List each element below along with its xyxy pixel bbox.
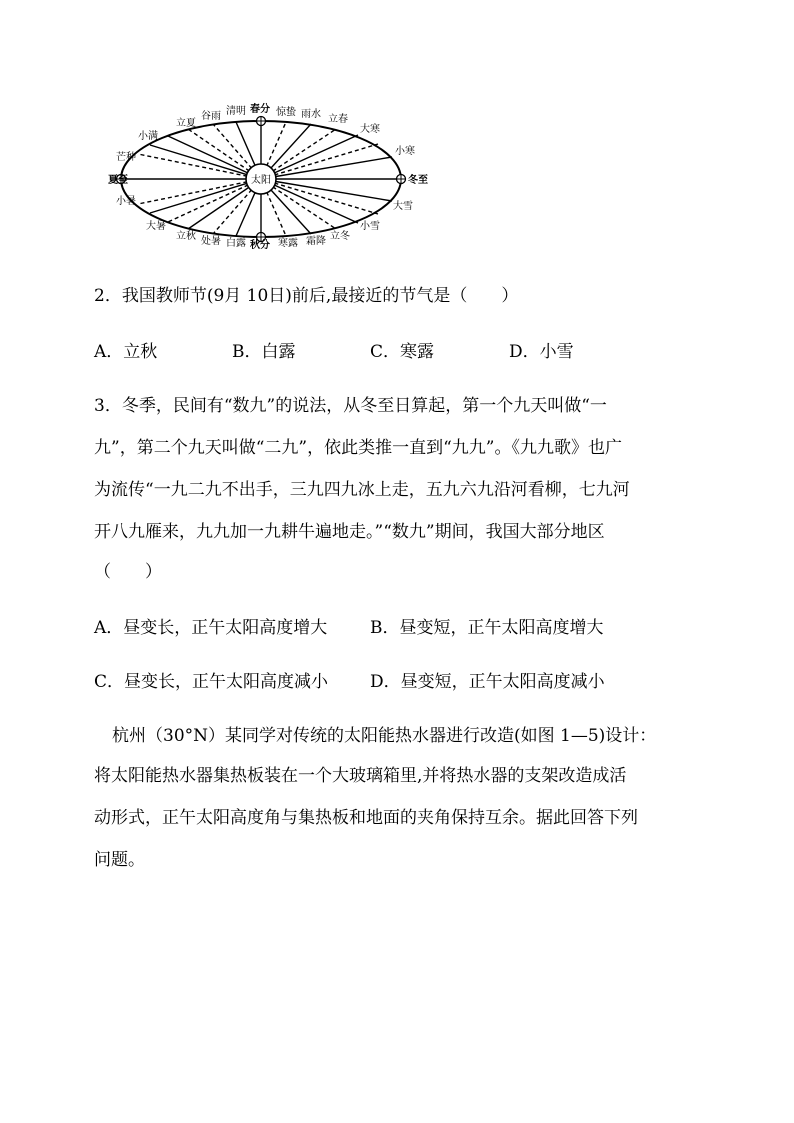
question-3-line-2: 九”，第二个九天叫做“二九”，依此类推一直到“九九”。《九九歌》也广 bbox=[94, 438, 622, 458]
term-hanlu: 寒露 bbox=[278, 238, 298, 249]
term-shuangjiang: 霜降 bbox=[306, 236, 326, 247]
term-xiaoshu: 小暑 bbox=[116, 196, 136, 207]
q3-option-b: B．昼变短，正午太阳高度增大 bbox=[370, 618, 604, 638]
q2-option-d: D．小雪 bbox=[509, 342, 574, 362]
q3-option-c: C．昼变长，正午太阳高度减小 bbox=[94, 672, 329, 692]
intro-line-2: 将太阳能热水器集热板装在一个大玻璃箱里,并将热水器的支架改造成活 bbox=[94, 766, 627, 786]
solar-terms-diagram bbox=[108, 102, 438, 252]
term-liqiu: 立秋 bbox=[176, 231, 196, 242]
q2-option-a: A．立秋 bbox=[94, 342, 158, 362]
intro-line-1: 杭州（30°N）某同学对传统的太阳能热水器进行改造(如图 1—5)设计： bbox=[112, 726, 657, 746]
question-3-line-5: （ ） bbox=[94, 562, 162, 582]
question-3-line-1: 3．冬季，民间有“数九”的说法，从冬至日算起，第一个九天叫做“一 bbox=[94, 396, 607, 416]
question-3-line-3: 为流传“一九二九不出手，三九四九冰上走，五九六九沿河看柳，七九河 bbox=[94, 480, 630, 500]
term-bailu: 白露 bbox=[226, 238, 246, 249]
term-xiaoxue: 小雪 bbox=[360, 221, 380, 232]
sun-label: 太阳 bbox=[251, 175, 271, 186]
term-lixia: 立夏 bbox=[176, 118, 196, 129]
term-dahan: 大寒 bbox=[360, 124, 380, 135]
term-chunfen: 春分 bbox=[250, 104, 270, 115]
q2-option-b: B．白露 bbox=[232, 342, 296, 362]
term-xiaohan: 小寒 bbox=[395, 146, 415, 157]
q2-option-c: C．寒露 bbox=[370, 342, 435, 362]
term-jingzhe: 惊蛰 bbox=[276, 107, 296, 118]
question-2-stem: 2．我国教师节(9月 10日)前后,最接近的节气是（ ） bbox=[94, 286, 519, 306]
term-yushui: 雨水 bbox=[301, 109, 321, 120]
question-3-line-4: 开八九雁来，九九加一九耕牛遍地走。”“数九”期间，我国大部分地区 bbox=[94, 522, 605, 542]
q3-option-a: A．昼变长，正午太阳高度增大 bbox=[94, 618, 328, 638]
term-dongzhi: 冬至 bbox=[408, 175, 428, 186]
intro-line-4: 问题。 bbox=[94, 850, 145, 870]
term-xiaoman: 小满 bbox=[138, 131, 158, 142]
term-qiufen: 秋分 bbox=[250, 240, 270, 251]
term-daxue: 大雪 bbox=[393, 201, 413, 212]
intro-line-3: 动形式，正午太阳高度角与集热板和地面的夹角保持互余。据此回答下列 bbox=[94, 808, 638, 828]
term-dashu: 大暑 bbox=[146, 221, 166, 232]
q3-option-d: D．昼变短，正午太阳高度减小 bbox=[370, 672, 605, 692]
term-qingming: 清明 bbox=[226, 106, 246, 117]
term-chushu: 处暑 bbox=[201, 236, 221, 247]
term-guyu: 谷雨 bbox=[201, 111, 221, 122]
term-lichun: 立春 bbox=[328, 114, 348, 125]
term-xiazhi: 夏至 bbox=[108, 175, 128, 186]
term-mangzhong: 芒种 bbox=[116, 152, 136, 163]
term-lidong: 立冬 bbox=[330, 231, 350, 242]
